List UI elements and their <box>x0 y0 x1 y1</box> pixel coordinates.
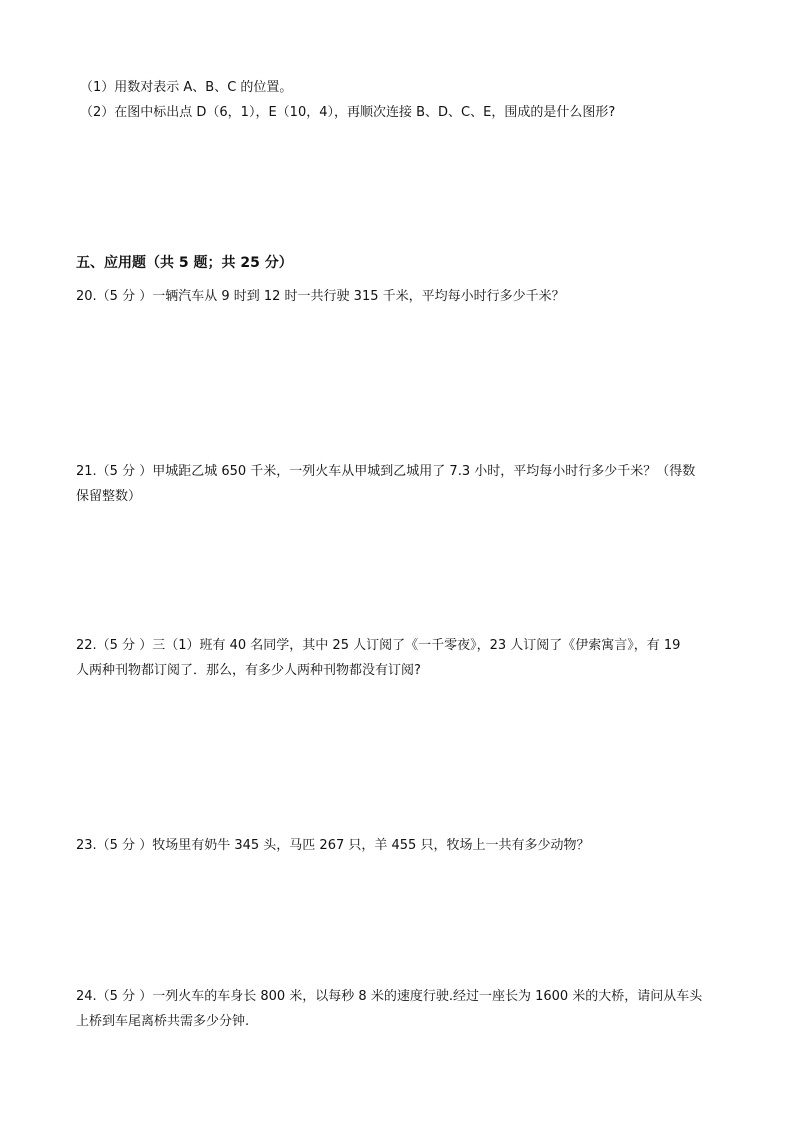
question-24-line2: 上桥到车尾离桥共需多少分钟. <box>76 1014 250 1029</box>
question-22-line2: 人两种刊物都订阅了．那么，有多少人两种刊物都没有订阅? <box>76 663 421 678</box>
section5-title: 五、应用题（共 5 题；共 25 分） <box>76 255 293 271</box>
question-24-line1: 24.（5 分 ）一列火车的车身长 800 米，以每秒 8 米的速度行驶.经过一座长为 1600 米的大桥，请问从车头 <box>76 989 703 1004</box>
question-21-line1: 21.（5 分 ）甲城距乙城 650 千米，一列火车从甲城到乙城用了 7.3 小时，平均每小时行多少千米？（得数 <box>76 464 696 479</box>
part4-sub1: （1）用数对表示 A、B、C 的位置。 <box>80 80 293 95</box>
part4-sub2: （2）在图中标出点 D（6，1），E（10，4），再顺次连接 B、D、C、E，围成的是什么图形? <box>80 105 616 120</box>
question-22-line1: 22.（5 分 ）三（1）班有 40 名同学，其中 25 人订阅了《一千零夜》，23 人订阅了《伊索寓言》，有 19 <box>76 638 681 653</box>
question-20-line1: 20.（5 分 ）一辆汽车从 9 时到 12 时一共行驶 315 千米，平均每小时行多少千米？ <box>76 289 565 304</box>
question-21-line2: 保留整数） <box>76 489 142 504</box>
question-23-line1: 23.（5 分 ）牧场里有奶牛 345 头，马匹 267 只，羊 455 只，牧场上一共有多少动物？ <box>76 838 590 853</box>
